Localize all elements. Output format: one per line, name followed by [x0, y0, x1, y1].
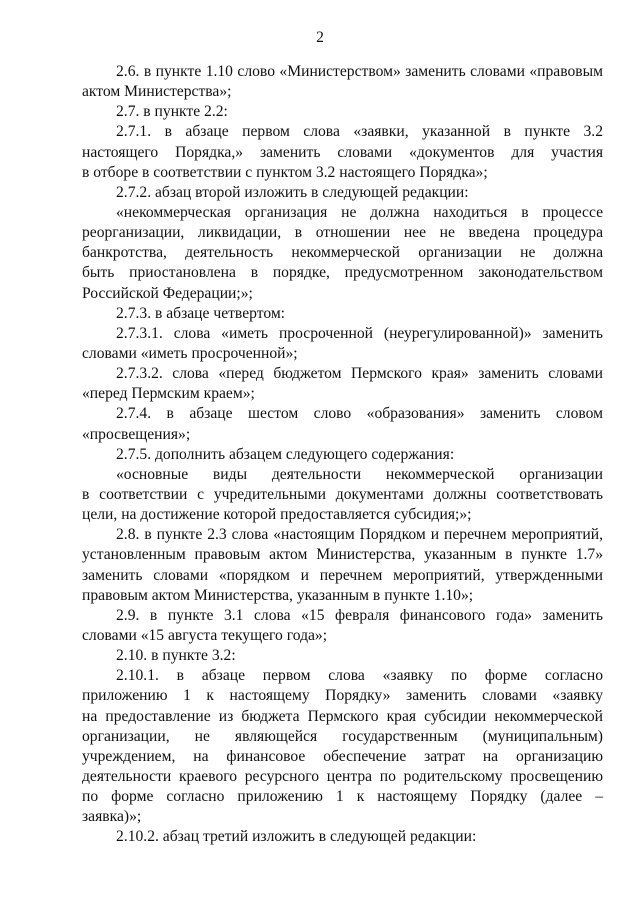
text-line: организации, не являющейся государственным (муниципальным) — [82, 727, 603, 745]
text-line: 2.10.1. в абзаце первом слова «заявку по форме согласно — [116, 667, 603, 685]
text-line: 2.10. в пункте 3.2: — [116, 647, 236, 665]
text-line: словами «15 августа текущего года»; — [82, 626, 328, 644]
text-line: 2.10.2. абзац третий изложить в следующей редакции: — [116, 828, 477, 846]
text-line: 2.7. в пункте 2.2: — [116, 103, 228, 121]
text-line: 2.8. в пункте 2.3 слова «настоящим Порядком и перечнем мероприятий, — [116, 526, 603, 544]
text-line: в соответствии с учредительными документами должны соответствовать — [82, 485, 603, 503]
text-line: 2.7.2. абзац второй изложить в следующей редакции: — [116, 183, 469, 201]
document-body — [82, 62, 603, 847]
text-line: учреждением, на финансовое обеспечение затрат на организацию — [82, 747, 603, 765]
text-line: «основные виды деятельности некоммерческой организации — [116, 465, 603, 483]
text-line: цели, на достижение которой предоставляется субсидия;»; — [82, 506, 472, 524]
text-line: на предоставление из бюджета Пермского края субсидии некоммерческой — [82, 707, 603, 725]
text-line: реорганизации, ликвидации, в отношении нее не введена процедура — [82, 224, 603, 242]
text-line: «просвещения»; — [82, 425, 191, 443]
text-line: словами «иметь просроченной»; — [82, 344, 298, 362]
text-line: 2.7.5. дополнить абзацем следующего содержания: — [116, 445, 455, 463]
text-line: в отборе в соответствии с пунктом 3.2 настоящего Порядка»; — [82, 163, 488, 181]
text-line: деятельности краевого ресурсного центра по родительскому просвещению — [82, 767, 603, 785]
page-number: 2 — [316, 29, 324, 46]
text-line: по форме согласно приложению 1 к настоящему Порядку (далее – — [82, 788, 603, 806]
text-line: Российской Федерации;»; — [82, 284, 253, 302]
text-line: 2.7.3.2. слова «перед бюджетом Пермского края» заменить словами — [116, 365, 603, 383]
text-line: 2.7.3.1. слова «иметь просроченной (неурегулированной)» заменить — [116, 324, 603, 342]
text-line: настоящего Порядка,» заменить словами «документов для участия — [82, 143, 603, 161]
text-line: заменить словами «порядком и перечнем мероприятий, утвержденными — [82, 566, 603, 584]
text-line: установленным правовым актом Министерства, указанным в пункте 1.7» — [82, 546, 603, 564]
text-line: 2.7.1. в абзаце первом слова «заявки, указанной в пункте 3.2 — [116, 123, 603, 141]
text-line: актом Министерства»; — [82, 83, 232, 101]
text-line: приложению 1 к настоящему Порядку» заменить словами «заявку — [82, 687, 603, 705]
text-line: 2.6. в пункте 1.10 слово «Министерством» заменить словами «правовым — [116, 63, 603, 80]
text-line: «перед Пермским краем»; — [82, 385, 255, 403]
text-line: 2.7.4. в абзаце шестом слово «образования» заменить словом — [116, 405, 603, 423]
text-line: банкротства, деятельность некоммерческой организации не должна — [82, 244, 603, 262]
text-line: «некоммерческая организация не должна находиться в процессе — [116, 203, 603, 221]
text-line: правовым актом Министерства, указанным в пункте 1.10»; — [82, 586, 474, 604]
text-line: 2.7.3. в абзаце четвертом: — [116, 304, 286, 322]
text-line: быть приостановлена в порядке, предусмотренном законодательством — [82, 264, 603, 282]
text-line: 2.9. в пункте 3.1 слова «15 февраля финансового года» заменить — [116, 606, 603, 624]
text-line: заявка)»; — [82, 808, 142, 826]
